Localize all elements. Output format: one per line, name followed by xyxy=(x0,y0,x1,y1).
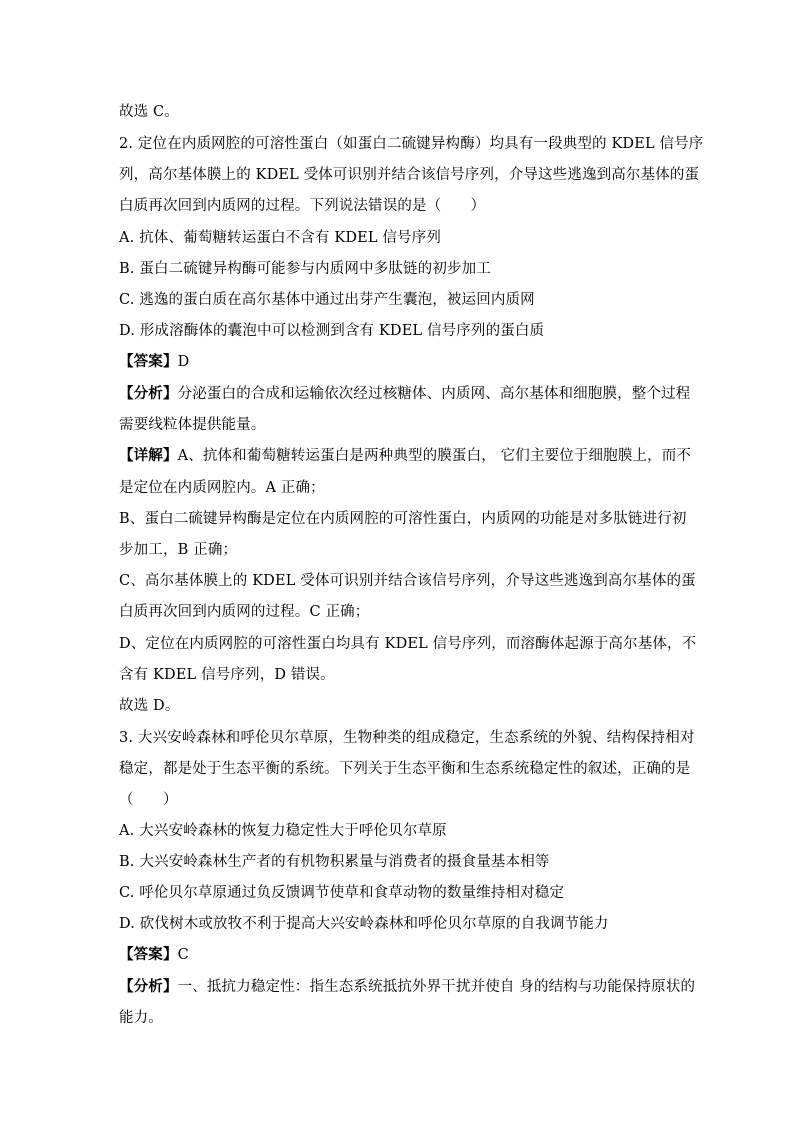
answer-label: 【答案】 xyxy=(119,353,178,370)
question-2-option-c: C. 逃逸的蛋白质在高尔基体中通过出芽产生囊泡，被运回内质网 xyxy=(119,292,535,308)
question-3-analysis: 能力。 xyxy=(119,1010,163,1026)
question-2-detail: 白质再次回到内质网的过程。C 正确； xyxy=(119,604,370,620)
question-2-analysis: 需要线粒体提供能量。 xyxy=(119,417,266,433)
question-3-option-b: B. 大兴安岭森林生产者的有机物积累量与消费者的摄食量基本相等 xyxy=(119,854,550,870)
question-2-detail: 【详解】A、抗体和葡萄糖转运蛋白是两种典型的膜蛋白， 它们主要位于细胞膜上，而不 xyxy=(119,447,692,464)
question-3-stem: （ ） xyxy=(119,792,178,808)
question-2-option-a: A. 抗体、葡萄糖转运蛋白不含有 KDEL 信号序列 xyxy=(119,230,441,246)
conclusion-line: 故选 D。 xyxy=(119,698,180,714)
answer-label: 【答案】 xyxy=(119,946,178,963)
question-2-detail: C、高尔基体膜上的 KDEL 受体可识别并结合该信号序列，介导这些逃逸到高尔基体的蛋 xyxy=(119,573,696,589)
question-2-detail: 步加工，B 正确； xyxy=(119,542,238,558)
question-2-detail: 是定位在内质网腔内。A 正确； xyxy=(119,480,325,496)
question-2-stem: 列，高尔基体膜上的 KDEL 受体可识别并结合该信号序列，介导这些逃逸到高尔基体的蛋 xyxy=(119,167,700,183)
question-2-option-b: B. 蛋白二硫键异构酶可能参与内质网中多肽链的初步加工 xyxy=(119,261,491,277)
question-2-stem: 2. 定位在内质网腔的可溶性蛋白（如蛋白二硫键异构酶）均具有一段典型的 KDEL 信号序 xyxy=(119,136,704,152)
question-3-stem: 稳定，都是处于生态平衡的系统。下列关于生态平衡和生态系统稳定性的叙述，正确的是 xyxy=(119,761,691,777)
question-3-option-d: D. 砍伐树木或放牧不利于提高大兴安岭森林和呼伦贝尔草原的自我调节能力 xyxy=(119,916,609,932)
detail-label: 【详解】 xyxy=(119,447,178,464)
question-2-answer: 【答案】D xyxy=(119,353,190,370)
question-3-answer: 【答案】C xyxy=(119,946,189,963)
question-2-option-d: D. 形成溶酶体的囊泡中可以检测到含有 KDEL 信号序列的蛋白质 xyxy=(119,323,545,339)
question-3-stem: 3. 大兴安岭森林和呼伦贝尔草原，生物种类的组成稳定，生态系统的外貌、结构保持相对 xyxy=(119,730,695,746)
question-2-analysis: 【分析】分泌蛋白的合成和运输依次经过核糖体、内质网、高尔基体和细胞膜，整个过程 xyxy=(119,385,691,402)
question-2-detail: B、蛋白二硫键异构酶是定位在内质网腔的可溶性蛋白，内质网的功能是对多肽链进行初 xyxy=(119,511,687,527)
analysis-label: 【分析】 xyxy=(119,978,178,995)
question-3-option-c: C. 呼伦贝尔草原通过负反馈调节使草和食草动物的数量维持相对稳定 xyxy=(119,885,565,901)
question-2-detail: 含有 KDEL 信号序列，D 错误。 xyxy=(119,667,335,683)
question-2-detail: D、定位在内质网腔的可溶性蛋白均具有 KDEL 信号序列，而溶酶体起源于高尔基体，不 xyxy=(119,636,697,652)
question-3-option-a: A. 大兴安岭森林的恢复力稳定性大于呼伦贝尔草原 xyxy=(119,823,447,839)
question-3-analysis: 【分析】一、抵抗力稳定性：指生态系统抵抗外界干扰并使自 身的结构与功能保持原状的 xyxy=(119,978,696,995)
conclusion-line: 故选 C。 xyxy=(119,104,179,120)
question-2-stem: 白质再次回到内质网的过程。下列说法错误的是（ ） xyxy=(119,198,486,214)
analysis-label: 【分析】 xyxy=(119,385,178,402)
